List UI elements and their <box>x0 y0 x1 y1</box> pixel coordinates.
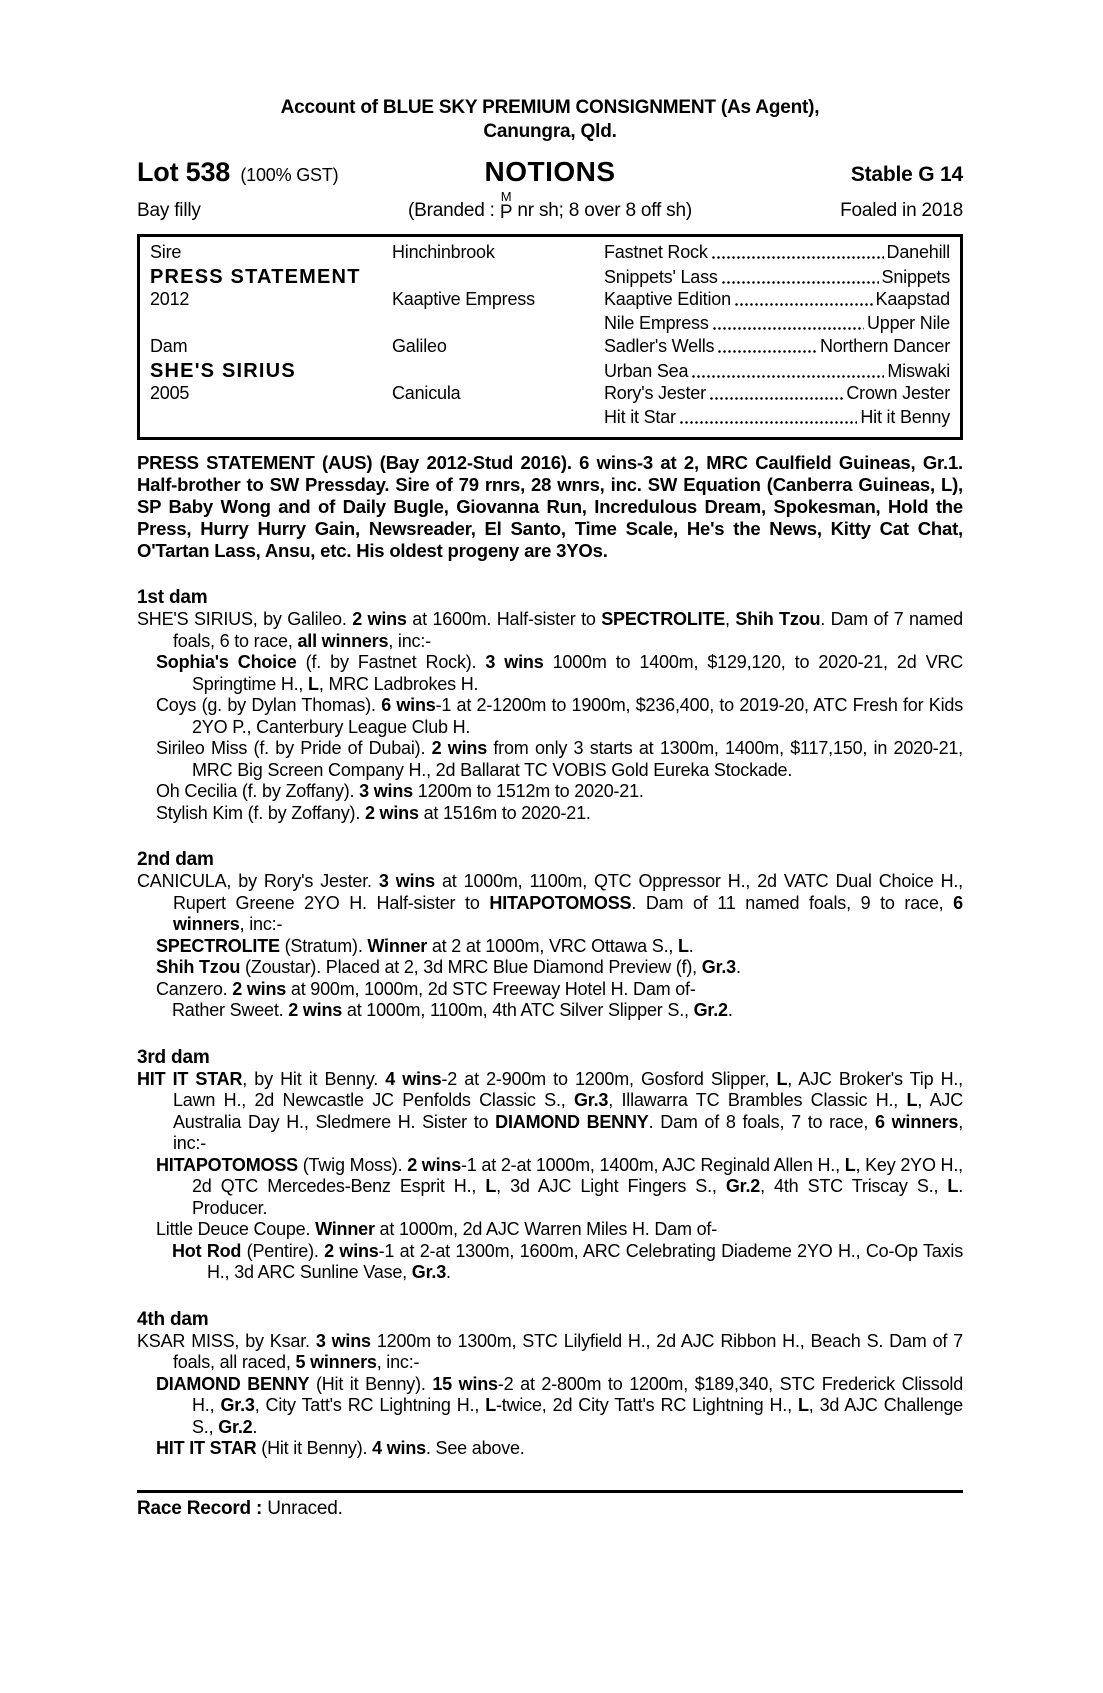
ancestor-sire: Kaapstad <box>875 289 950 309</box>
dam-year: 2005 <box>150 383 190 403</box>
progeny-entry: Little Deuce Coupe. Winner at 1000m, 2d AJC Warren Miles H. Dam of- <box>156 1219 717 1239</box>
description-row <box>137 190 963 222</box>
ancestor-sire: Miswaki <box>887 360 950 381</box>
damsire: Galileo <box>392 336 447 356</box>
sire-year: 2012 <box>150 289 190 309</box>
ancestor-name: Urban Sea <box>604 360 689 381</box>
ancestor-sire: Hit it Benny <box>860 406 950 427</box>
pedigree-row <box>150 242 950 266</box>
lot-header-row <box>137 156 963 188</box>
sire-name: PRESS STATEMENT <box>150 265 361 288</box>
dam-entry: HIT IT STAR, by Hit it Benny. 4 wins-2 at 2-900m to 1200m, Gosford Slipper, L, AJC Broker's Tip H., Lawn H., 2d Newcastle JC Penfolds Classic S., Gr.3, Illawarra TC Brambles Classic H., L, AJC Australia Day H., Sledmere H. Sister to DIAMOND BENNY. Dam of 8 foals, 7 to race, 6 winners, inc:- <box>137 1068 964 1153</box>
pedigree-row <box>150 383 950 407</box>
ancestor-sire: Crown Jester <box>846 383 950 403</box>
dam-entry: CANICULA, by Rory's Jester. 3 wins at 1000m, 1100m, QTC Oppressor H., 2d VATC Dual Choice H., Rupert Greene 2YO H. Half-sister to HITAPOTOMOSS. Dam of 11 named foals, 9 to race, 6 winners, inc:- <box>137 871 963 934</box>
race-record <box>137 1490 963 1520</box>
progeny-entry: HITAPOTOMOSS (Twig Moss). 2 wins-1 at 2-at 1000m, 1400m, AJC Reginald Allen H., L, Key 2YO H., 2d QTC Mercedes-Benz Esprit H., L, 3d AJC Light Fingers S., Gr.2, 4th STC Triscay S., L. Producer. <box>156 1154 964 1218</box>
ancestor-name: Rory's Jester <box>604 383 706 403</box>
vendor-location-line: Canungra, Qld. <box>483 121 617 142</box>
ancestor-name: Sadler's Wells <box>604 336 715 356</box>
foaled-year: Foaled in 2018 <box>840 200 963 221</box>
section-heading-2nd-dam: 2nd dam <box>137 849 214 870</box>
progeny-entry: SPECTROLITE (Stratum). Winner at 2 at 1000m, VRC Ottawa S., L. <box>156 935 694 956</box>
grandsire: Hinchinbrook <box>392 242 495 262</box>
dam-name: SHE'S SIRIUS <box>150 359 296 382</box>
progeny-entry: HIT IT STAR (Hit it Benny). 4 wins. See above. <box>156 1438 525 1458</box>
leader-dots <box>706 390 847 404</box>
progeny-entry: Canzero. 2 wins at 900m, 1000m, 2d STC Freeway Hotel H. Dam of- <box>156 978 696 999</box>
progeny-entry: Coys (g. by Dylan Thomas). 6 wins-1 at 2-1200m to 1900m, $236,400, to 2019-20, ATC Fresh for Kids 2YO P., Canterbury League Club H. <box>156 695 963 737</box>
leader-dots <box>718 274 882 288</box>
leader-dots <box>731 296 876 310</box>
stable-number: Stable G 14 <box>850 163 963 186</box>
section-heading-1st-dam: 1st dam <box>137 587 208 608</box>
horse-name: NOTIONS <box>484 156 616 187</box>
progeny-entry: Oh Cecilia (f. by Zoffany). 3 wins 1200m to 1512m to 2020-21. <box>156 781 644 801</box>
dam-label: Dam <box>150 336 188 356</box>
brand-suffix: nr sh; 8 over 8 off sh) <box>512 200 692 221</box>
ancestor-name: Nile Empress <box>604 312 709 333</box>
leader-dots <box>688 368 887 382</box>
progeny-entry: Shih Tzou (Zoustar). Placed at 2, 3d MRC Blue Diamond Preview (f), Gr.3. <box>156 957 741 977</box>
ancestor-name: Kaaptive Edition <box>604 289 731 309</box>
race-record-label: Race Record : <box>137 1497 263 1519</box>
great-grandsire: Fastnet Rock <box>604 242 708 262</box>
progeny-entry: DIAMOND BENNY (Hit it Benny). 15 wins-2 at 2-800m to 1200m, $189,340, STC Frederick Clissold H., Gr.3, City Tatt's RC Lightning H., L-twice, 2d City Tatt's RC Lightning H., L, 3d AJC Challenge S., Gr.2. <box>156 1373 964 1437</box>
dam-entry: KSAR MISS, by Ksar. 3 wins 1200m to 1300m, STC Lilyfield H., 2d AJC Ribbon H., Beach S. Dam of 7 foals, all raced, 5 winners, inc:- <box>137 1330 963 1372</box>
leader-dots <box>709 320 867 334</box>
pedigree-row <box>150 407 950 431</box>
gst-note: (100% GST) <box>240 165 339 185</box>
ancestor-sire: Upper Nile <box>866 312 950 333</box>
sire-label: Sire <box>150 242 182 262</box>
progeny-entry: Sophia's Choice (f. by Fastnet Rock). 3 wins 1000m to 1400m, $129,120, to 2020-21, 2d VRC Springtime H., L, MRC Ladbrokes H. <box>156 652 963 694</box>
brand-mark-bottom: P <box>499 202 513 223</box>
pedigree-row <box>150 336 950 360</box>
brand-mark <box>500 190 512 222</box>
pedigree-table <box>137 234 963 440</box>
race-record-value: Unraced. <box>262 1497 343 1519</box>
ancestor-sire: Northern Dancer <box>819 336 950 356</box>
grand-progeny-entry: Rather Sweet. 2 wins at 1000m, 1100m, 4th ATC Silver Slipper S., Gr.2. <box>172 1000 733 1020</box>
section-heading-3rd-dam: 3rd dam <box>137 1046 210 1068</box>
brand-mark-top: M <box>500 189 512 204</box>
brand-prefix: (Branded : <box>408 200 500 221</box>
progeny-entry: Stylish Kim (f. by Zoffany). 2 wins at 1516m to 2020-21. <box>156 802 591 823</box>
leader-dots <box>714 343 820 357</box>
dam-entry: SHE'S SIRIUS, by Galileo. 2 wins at 1600m. Half-sister to SPECTROLITE, Shih Tzou. Dam of 7 named foals, 6 to race, all winners, inc:- <box>137 609 963 651</box>
pedigree-row <box>150 266 950 290</box>
ancestor-name: Hit it Star <box>604 406 676 427</box>
section-heading-4th-dam: 4th dam <box>137 1308 209 1330</box>
vendor-account-line: Account of BLUE SKY PREMIUM CONSIGNMENT (As Agent), <box>280 97 820 118</box>
pedigree-row <box>150 313 950 337</box>
leader-dots <box>676 414 861 428</box>
pedigree-row <box>150 360 950 384</box>
leader-dots <box>708 249 887 263</box>
sex-colour: Bay filly <box>137 200 201 221</box>
progeny-entry: Sirileo Miss (f. by Pride of Dubai). 2 wins from only 3 starts at 1300m, 1400m, $117,150, in 2020-21, MRC Big Screen Company H., 2d Ballarat TC VOBIS Gold Eureka Stockade. <box>156 738 963 780</box>
great-great-grandsire: Danehill <box>886 242 950 262</box>
granddam: Kaaptive Empress <box>392 289 535 309</box>
brand-description <box>408 190 692 222</box>
sire-summary: PRESS STATEMENT (AUS) (Bay 2012-Stud 2016). 6 wins-3 at 2, MRC Caulfield Guineas, Gr.1. Half-brother to SW Pressday. Sire of 79 rnrs, 28 wnrs, inc. SW Equation (Canberra Guineas, L), SP Baby Wong and of Daily Bugle, Giovanna Run, Incredulous Dream, Spokesman, Hold the Press, Hurry Hurry Gain, Newsreader, El Santo, Time Scale, He's the News, Kitty Cat Chat, O'Tartan Lass, Ansu, etc. His oldest progeny are 3YOs. <box>137 452 963 561</box>
ancestor-name: Snippets' Lass <box>604 266 718 287</box>
grand-progeny-entry: Hot Rod (Pentire). 2 wins-1 at 2-at 1300m, 1600m, ARC Celebrating Diademe 2YO H., Co-Op Taxis H., 3d ARC Sunline Vase, Gr.3. <box>172 1240 963 1282</box>
pedigree-row <box>150 289 950 313</box>
ancestor-sire: Snippets <box>881 266 950 287</box>
dam-granddam: Canicula <box>392 383 461 403</box>
lot-number: Lot 538 <box>137 157 231 187</box>
